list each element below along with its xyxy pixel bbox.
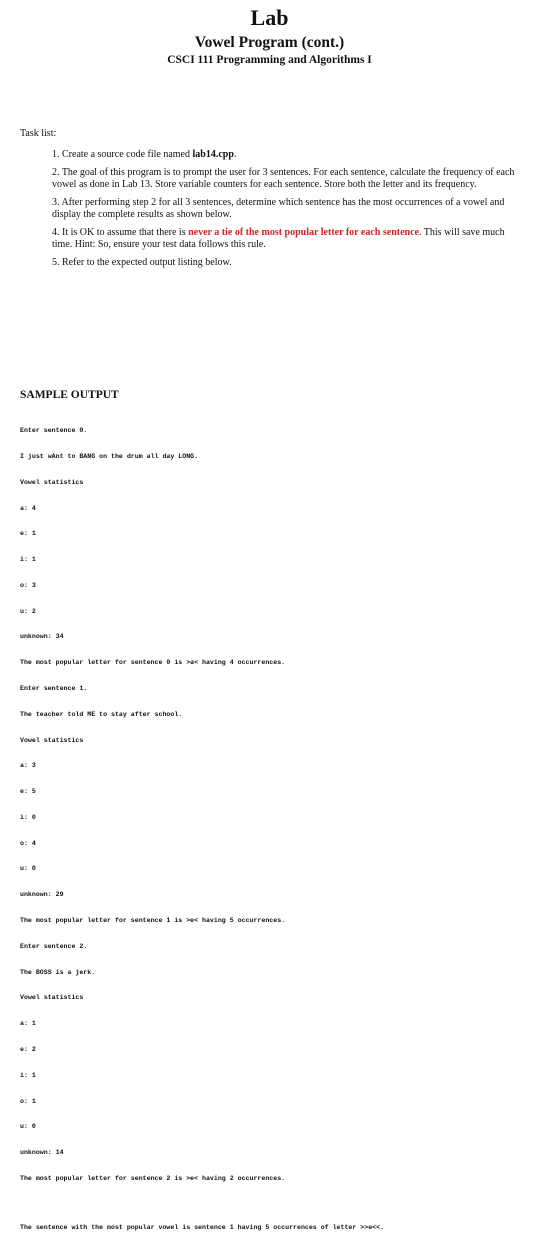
output-line: a: 3 [20, 762, 36, 770]
task-list-heading: Task list: [20, 128, 57, 139]
output-line: The most popular letter for sentence 1 is >e< having 5 occurrences. [20, 917, 286, 925]
output-line: unknown: 29 [20, 891, 64, 899]
output-line: a: 1 [20, 1020, 36, 1028]
output-line: e: 2 [20, 1045, 36, 1053]
task-item-2: 2. The goal of this program is to prompt the user for 3 sentences. For each sentence, calculate the frequency of each vowel as done in Lab 13. Store variable counters for each sentence. Store both the letter and its frequency. [52, 167, 515, 190]
task-list [52, 149, 525, 269]
output-line: o: 3 [20, 581, 36, 589]
output-line: e: 5 [20, 788, 36, 796]
sample-output-section [20, 389, 530, 1250]
task-item-3: 3. After performing step 2 for all 3 sentences, determine which sentence has the most occurrences of a vowel and display the complete results as shown below. [52, 197, 505, 220]
doc-subtitle: Vowel Program (cont.) [194, 34, 345, 51]
task-item-5: 5. Refer to the expected output listing below. [52, 257, 232, 268]
output-line: The most popular letter for sentence 2 is >e< having 2 occurrences. [20, 1174, 286, 1182]
output-line: i: 1 [20, 1071, 36, 1079]
output-line: Enter sentence 2. [20, 942, 88, 950]
console-output [20, 410, 530, 1250]
output-line: The BOSS is a jerk. [20, 968, 96, 976]
output-line: unknown: 34 [20, 633, 64, 641]
document-header [0, 6, 539, 67]
task-section [20, 128, 525, 275]
output-line: The teacher told ME to stay after school. [20, 710, 183, 718]
task-item-4 [52, 227, 525, 251]
output-line: i: 0 [20, 813, 36, 821]
output-line: Enter sentence 1. [20, 685, 88, 692]
output-line: The most popular letter for sentence 0 is >a< having 4 occurrences. [20, 659, 286, 667]
output-line: Vowel statistics [20, 478, 84, 486]
output-spacer [20, 1201, 530, 1207]
output-line: I just wAnt to BANG on the drum all day LONG. [20, 452, 199, 460]
output-line: u: 2 [20, 607, 36, 615]
output-line: Vowel statistics [20, 736, 84, 744]
course-name: CSCI 111 Programming and Algorithms I [167, 54, 372, 66]
output-line: Vowel statistics [20, 994, 84, 1002]
output-line: unknown: 14 [20, 1149, 64, 1157]
output-line: o: 4 [20, 839, 36, 847]
sample-output-heading: SAMPLE OUTPUT [20, 389, 119, 401]
output-final-line: The sentence with the most popular vowel is sentence 1 having 5 occurrences of letter >>e<<. [20, 1223, 385, 1231]
output-line: u: 0 [20, 865, 36, 873]
doc-title: Lab [250, 5, 289, 30]
task-4-post: . This will save much time. Hint: So, ensure your test data follows this rule. [52, 227, 505, 250]
task-1-post: . [233, 149, 237, 160]
task-4-highlight: never a tie of the most popular letter for each sentence [188, 227, 419, 238]
task-4-pre: 4. It is OK to assume that there is [52, 227, 189, 238]
output-line: e: 1 [20, 530, 36, 538]
task-1-filename: lab14.cpp [192, 149, 234, 160]
output-line: i: 1 [20, 556, 36, 564]
output-line: u: 0 [20, 1123, 36, 1131]
output-line: Enter sentence 0. [20, 427, 88, 435]
task-1-pre: 1. Create a source code file named [52, 149, 193, 160]
output-line: a: 4 [20, 504, 36, 512]
output-line: o: 1 [20, 1097, 36, 1105]
task-item-1 [52, 149, 525, 161]
